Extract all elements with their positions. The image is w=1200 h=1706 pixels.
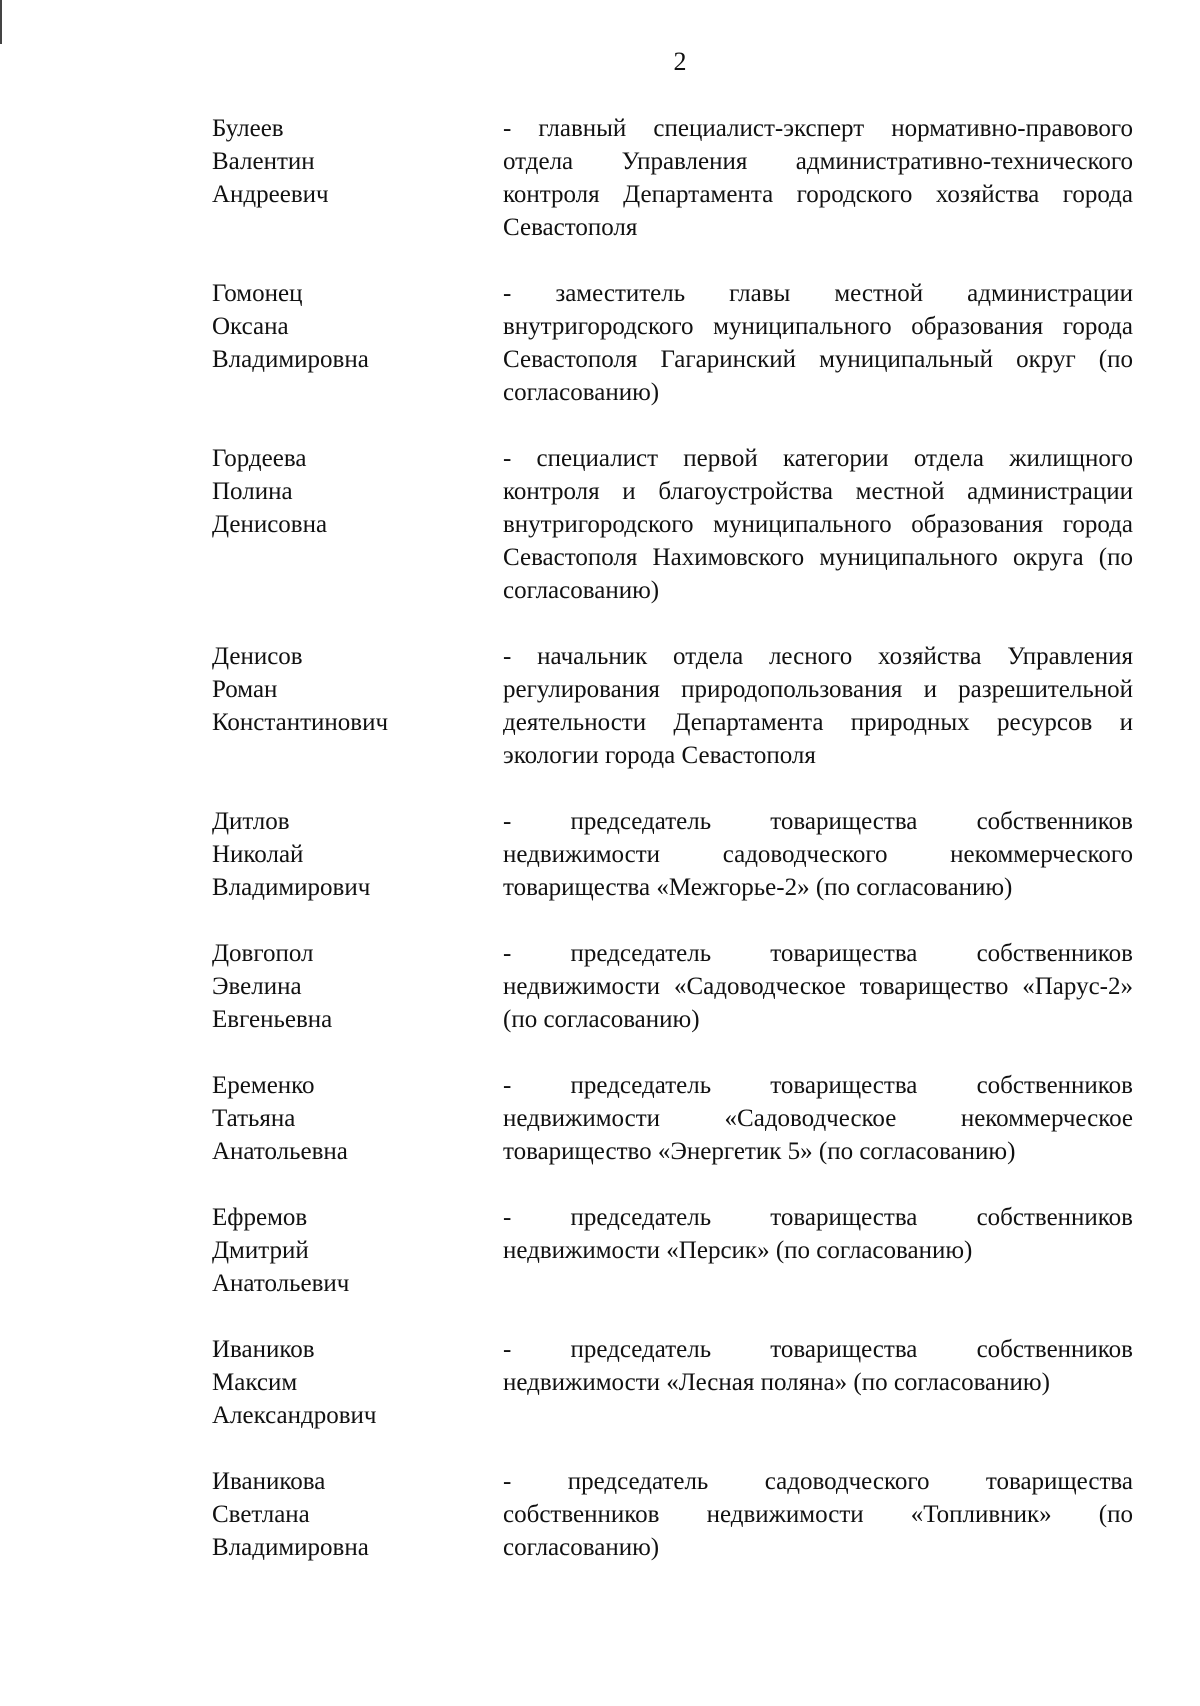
member-first-name: Максим — [212, 1369, 298, 1396]
member-position: - главный специалист-эксперт нормативно-правового отдела Управления административно-технического контроля Департамента городского хозяйства города Севастополя — [503, 115, 1133, 241]
member-patronymic: Владимировна — [212, 346, 369, 373]
member-first-name: Оксана — [212, 313, 289, 340]
member-entry — [0, 1465, 1200, 1564]
member-first-name: Эвелина — [212, 973, 302, 1000]
member-surname: Гордеева — [212, 445, 307, 472]
page-number: 2 — [673, 47, 687, 76]
member-surname: Дитлов — [212, 808, 290, 835]
member-first-name: Дмитрий — [212, 1237, 309, 1264]
member-position: - председатель товарищества собственников недвижимости «Персик» (по согласованию) — [503, 1204, 1133, 1264]
member-first-name: Татьяна — [212, 1105, 296, 1132]
member-surname: Довгопол — [212, 940, 314, 967]
member-entry — [0, 805, 1200, 904]
member-patronymic: Владимировна — [212, 1534, 369, 1561]
member-surname: Булеев — [212, 115, 284, 142]
member-position: - начальник отдела лесного хозяйства Управления регулирования природопользования и разрешительной деятельности Департамента природных ресурсов и экологии города Севастополя — [503, 643, 1133, 769]
member-list — [0, 112, 1200, 1597]
member-patronymic: Андреевич — [212, 181, 329, 208]
member-name — [212, 277, 472, 376]
member-patronymic: Александрович — [212, 1402, 377, 1429]
member-name — [212, 805, 472, 904]
member-name — [212, 937, 472, 1036]
member-entry — [0, 937, 1200, 1036]
member-surname: Иваников — [212, 1336, 315, 1363]
member-entry — [0, 112, 1200, 244]
member-patronymic: Денисовна — [212, 511, 328, 538]
member-name — [212, 112, 472, 211]
member-name — [212, 1201, 472, 1300]
member-name — [212, 640, 472, 739]
member-entry — [0, 277, 1200, 409]
member-patronymic: Анатольевич — [212, 1270, 350, 1297]
member-entry — [0, 1069, 1200, 1168]
member-surname: Ефремов — [212, 1204, 308, 1231]
member-entry — [0, 640, 1200, 772]
member-name — [212, 1069, 472, 1168]
member-first-name: Валентин — [212, 148, 315, 175]
member-entry — [0, 1333, 1200, 1432]
member-surname: Еременко — [212, 1072, 315, 1099]
member-position: - заместитель главы местной администрации внутригородского муниципального образования города Севастополя Гагаринский муниципальный округ (по согласованию) — [503, 280, 1133, 406]
member-first-name: Полина — [212, 478, 293, 505]
member-patronymic: Анатольевна — [212, 1138, 348, 1165]
member-patronymic: Константинович — [212, 709, 389, 736]
member-name — [212, 442, 472, 541]
member-surname: Денисов — [212, 643, 303, 670]
member-first-name: Роман — [212, 676, 278, 703]
member-surname: Иваникова — [212, 1468, 326, 1495]
member-position: - председатель товарищества собственников недвижимости садоводческого некоммерческого товарищества «Межгорье-2» (по согласованию) — [503, 808, 1133, 901]
member-first-name: Светлана — [212, 1501, 310, 1528]
member-entry — [0, 442, 1200, 607]
member-position: - председатель садоводческого товарищества собственников недвижимости «Топливник» (по согласованию) — [503, 1468, 1133, 1561]
scan-edge-mark — [0, 0, 2, 44]
member-first-name: Николай — [212, 841, 304, 868]
member-position: - специалист первой категории отдела жилищного контроля и благоустройства местной администрации внутригородского муниципального образования города Севастополя Нахимовского муниципального округа (по согласованию) — [503, 445, 1133, 604]
member-surname: Гомонец — [212, 280, 303, 307]
member-name — [212, 1465, 472, 1564]
member-entry — [0, 1201, 1200, 1300]
member-position: - председатель товарищества собственников недвижимости «Садоводческое некоммерческое товарищество «Энергетик 5» (по согласованию) — [503, 1072, 1133, 1165]
member-position: - председатель товарищества собственников недвижимости «Лесная поляна» (по согласованию) — [503, 1336, 1133, 1396]
member-position: - председатель товарищества собственников недвижимости «Садоводческое товарищество «Парус-2» (по согласованию) — [503, 940, 1133, 1033]
member-patronymic: Владимирович — [212, 874, 371, 901]
member-patronymic: Евгеньевна — [212, 1006, 333, 1033]
member-name — [212, 1333, 472, 1432]
